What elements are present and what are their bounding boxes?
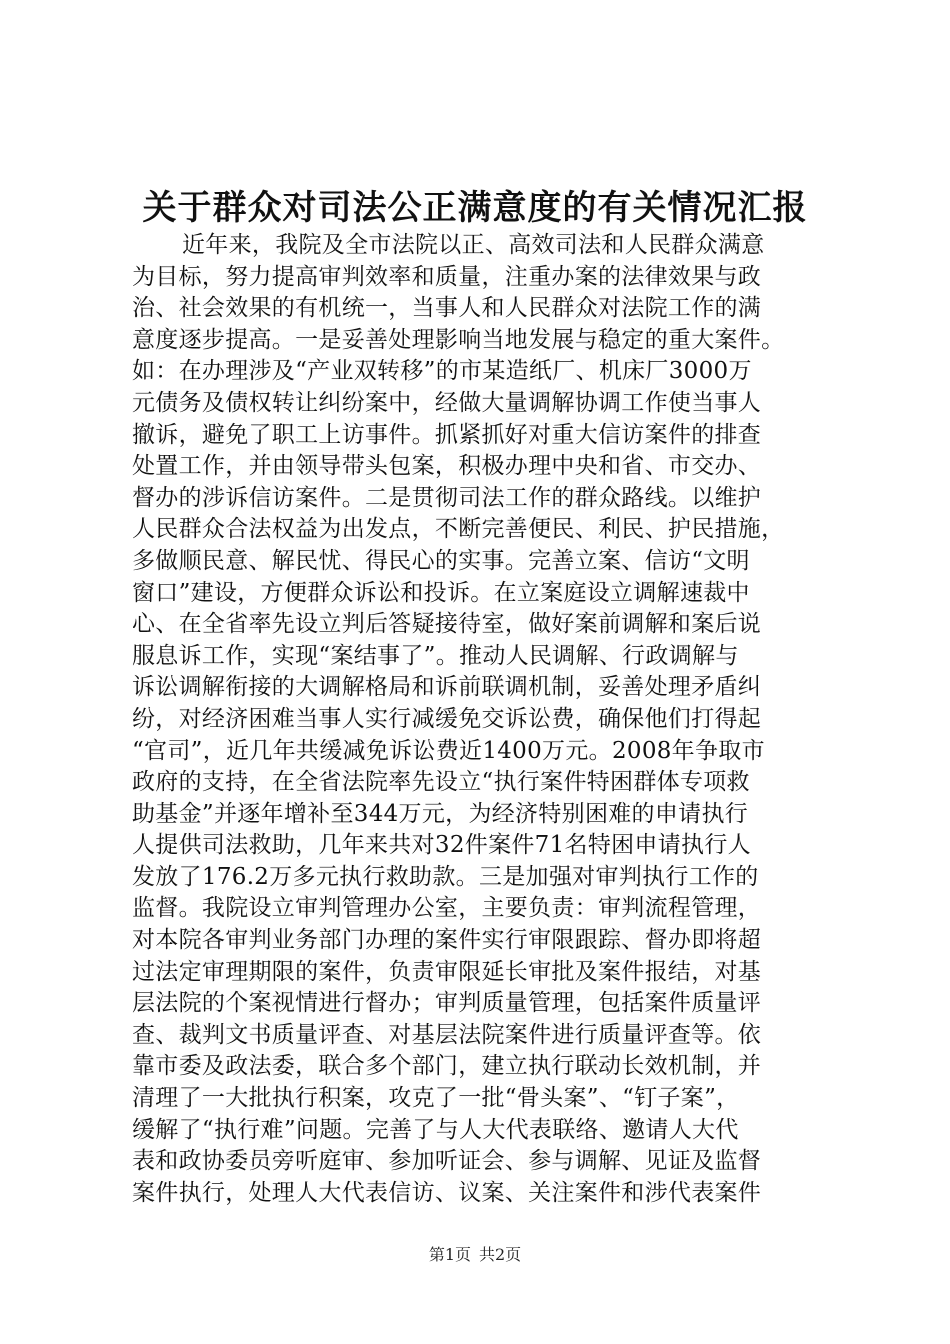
- body-line: 窗口”建设，方便群众诉讼和投诉。在立案庭设立调解速裁中: [132, 579, 750, 606]
- body-line: 层法院的个案视情进行督办；审判质量管理，包括案件质量评: [132, 990, 762, 1017]
- body-line: 过法定审理期限的案件，负责审限延长审批及案件报结，对基: [132, 958, 762, 985]
- body-line: 处置工作，并由领导带头包案，积极办理中央和省、市交办、: [132, 453, 762, 480]
- body-line: 为目标，努力提高审判效率和质量，注重办案的法律效果与政: [132, 263, 762, 290]
- body-line: 督办的涉诉信访案件。二是贯彻司法工作的群众路线。以维护: [132, 484, 762, 511]
- page-number: 第1页: [428, 1245, 471, 1264]
- page-total: 共2页: [479, 1245, 522, 1264]
- body-line: 发放了176.2万多元执行救助款。三是加强对审判执行工作的: [132, 863, 759, 890]
- body-line: 查、裁判文书质量评查、对基层法院案件进行质量评查等。依: [132, 1021, 762, 1048]
- body-line: 元债务及债权转让纠纷案中，经做大量调解协调工作使当事人: [132, 389, 762, 416]
- page-footer: [0, 1244, 950, 1266]
- body-line: 案件执行，处理人大代表信访、议案、关注案件和涉代表案件: [132, 1179, 762, 1206]
- body-line: 诉讼调解衔接的大调解格局和诉前联调机制，妥善处理矛盾纠: [132, 674, 762, 701]
- body-line: 多做顺民意、解民忧、得民心的实事。完善立案、信访“文明: [132, 547, 750, 574]
- body-line: 表和政协委员旁听庭审、参加听证会、参与调解、见证及监督: [132, 1148, 762, 1175]
- body-line: 人提供司法救助，几年来共对32件案件71名特困申请执行人: [132, 832, 751, 859]
- body-line: 撤诉，避免了职工上访事件。抓紧抓好对重大信访案件的排查: [132, 421, 762, 448]
- body-line: 心、在全省率先设立判后答疑接待室，做好案前调解和案后说: [132, 611, 762, 638]
- body-line: 近年来，我院及全市法院以正、高效司法和人民群众满意: [182, 232, 765, 258]
- body-line: 政府的支持，在全省法院率先设立“执行案件特困群体专项救: [132, 769, 750, 796]
- body-line: 清理了一大批执行积案，攻克了一批“骨头案”、“钉子案”，: [132, 1085, 740, 1112]
- body-line: 服息诉工作，实现“案结事了”。推动人民调解、行政调解与: [132, 642, 739, 669]
- body-line: “官司”，近几年共缓减免诉讼费近1400万元。2008年争取市: [132, 737, 765, 764]
- body-line: 治、社会效果的有机统一，当事人和人民群众对法院工作的满: [132, 295, 762, 322]
- body-line: 人民群众合法权益为出发点，不断完善便民、利民、护民措施，: [132, 516, 785, 543]
- body-line: 缓解了“执行难”问题。完善了与人大代表联络、邀请人大代: [132, 1116, 739, 1143]
- body-line: 如：在办理涉及“产业双转移”的市某造纸厂、机床厂3000万: [132, 358, 752, 385]
- document-body: [132, 230, 832, 1209]
- body-line: 对本院各审判业务部门办理的案件实行审限跟踪、督办即将超: [132, 927, 762, 954]
- document-title: 关于群众对司法公正满意度的有关情况汇报: [142, 188, 808, 228]
- body-line: 意度逐步提高。一是妥善处理影响当地发展与稳定的重大案件。: [132, 326, 785, 353]
- body-line: 纷，对经济困难当事人实行减缓免交诉讼费，确保他们打得起: [132, 705, 762, 732]
- body-line: 助基金”并逐年增补至344万元，为经济特别困难的申请执行: [132, 800, 749, 827]
- body-line: 靠市委及政法委，联合多个部门，建立执行联动长效机制，并: [132, 1053, 762, 1080]
- body-line: 监督。我院设立审判管理办公室，主要负责：审判流程管理，: [132, 895, 762, 922]
